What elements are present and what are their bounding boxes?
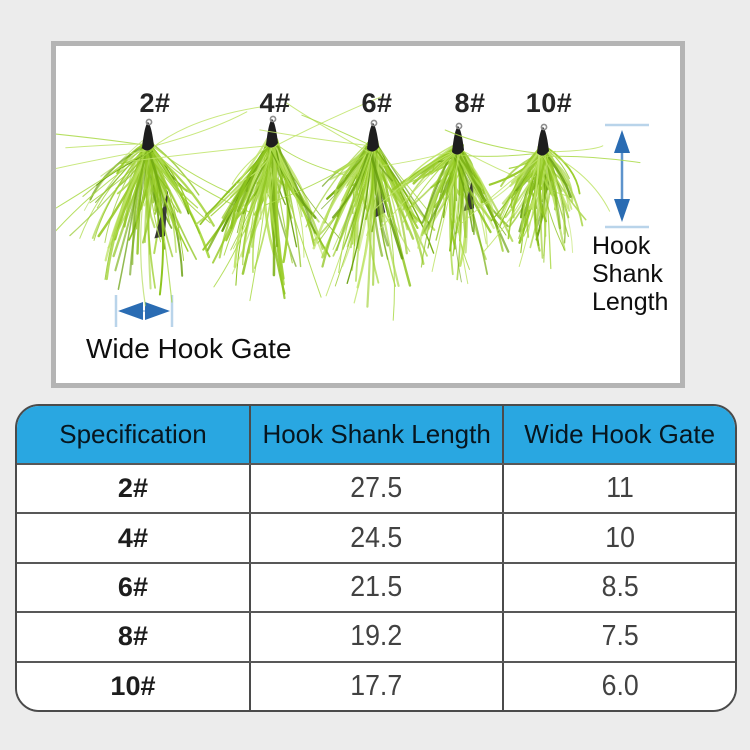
- cell-shank-value: 24.5: [350, 521, 403, 554]
- cell-spec: 10#: [110, 670, 156, 701]
- table-row: [17, 611, 735, 660]
- shank-length-label-line3: Length: [592, 288, 669, 316]
- cell-gate: [502, 564, 735, 611]
- cell-shank: [249, 514, 502, 561]
- size-label-10: 10#: [525, 88, 573, 118]
- size-label-4: 4#: [259, 88, 291, 118]
- product-photo-panel: [51, 41, 685, 388]
- spec-table: [15, 404, 737, 712]
- hook-eye-icon: [456, 123, 461, 128]
- cell-gate: [502, 514, 735, 561]
- cell-shank-value: 27.5: [350, 472, 403, 505]
- table-row: [17, 661, 735, 710]
- cell-shank-value: 21.5: [350, 571, 403, 604]
- product-photo: [56, 46, 670, 373]
- cell-gate: [502, 613, 735, 660]
- cell-gate-value: 11: [605, 472, 634, 505]
- cell-gate-value: 8.5: [601, 571, 639, 604]
- hook-head: [452, 126, 464, 155]
- size-label-8: 8#: [454, 88, 486, 118]
- cell-gate-value: 6.0: [601, 669, 639, 702]
- header-cell-shank-length: Hook Shank Length: [249, 406, 502, 463]
- cell-gate-value: 7.5: [601, 620, 639, 653]
- cell-gate-value: 10: [604, 521, 635, 554]
- shank-arrow-head-down: [614, 199, 630, 222]
- hook-eye-icon: [146, 119, 151, 124]
- shank-length-label-line2: Shank: [592, 260, 663, 288]
- hook-head: [537, 127, 549, 156]
- cell-shank-value: 17.7: [350, 669, 403, 702]
- cell-shank: [249, 663, 502, 710]
- hook-eye-icon: [371, 120, 376, 125]
- shank-length-label: [592, 232, 668, 316]
- hook-head: [142, 122, 154, 151]
- cell-shank: [249, 465, 502, 512]
- size-label-6: 6#: [361, 88, 393, 118]
- cell-shank: [249, 564, 502, 611]
- lure-group: [56, 97, 640, 321]
- gate-arrow-head-right: [145, 302, 170, 320]
- table-row: [17, 463, 735, 512]
- cell-spec: 4#: [117, 522, 148, 553]
- cell-spec: 8#: [117, 621, 148, 652]
- cell-gate: [502, 465, 735, 512]
- hook-head: [266, 119, 278, 148]
- size-label-2: 2#: [139, 88, 171, 118]
- hook-head: [367, 123, 379, 152]
- cell-shank-value: 19.2: [350, 620, 403, 653]
- shank-arrow-head-up: [614, 130, 630, 153]
- table-row: [17, 562, 735, 611]
- shank-length-label-line1: Hook: [592, 232, 651, 260]
- cell-shank: [249, 613, 502, 660]
- cell-spec: 6#: [117, 572, 148, 603]
- shank-length-arrow: [605, 125, 649, 227]
- cell-gate: [502, 663, 735, 710]
- gate-width-label: Wide Hook Gate: [86, 333, 292, 364]
- cell-spec: 2#: [117, 473, 148, 504]
- header-cell-specification: Specification: [59, 419, 207, 449]
- gate-arrow-head-left: [118, 302, 143, 320]
- table-row: [17, 512, 735, 561]
- header-cell-hook-gate: Wide Hook Gate: [502, 406, 735, 463]
- table-header-row: [17, 406, 735, 463]
- hook-eye-icon: [541, 124, 546, 129]
